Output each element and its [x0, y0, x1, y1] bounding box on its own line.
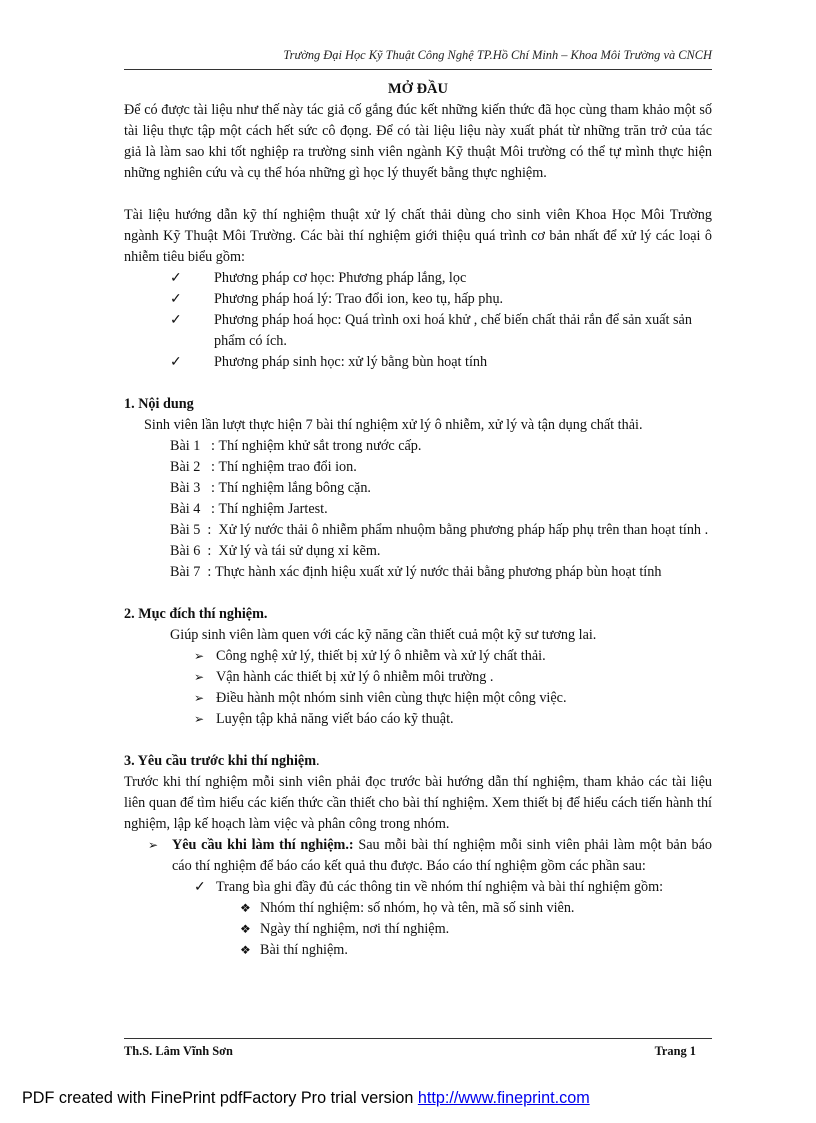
checkmark-icon: ✓ [170, 291, 182, 307]
list-item: Bài 6 : Xử lý và tái sử dụng xỉ kẽm. [170, 543, 381, 559]
goals-list [124, 646, 712, 730]
arrow-bullet-icon: ➢ [194, 691, 205, 705]
arrow-bullet-icon: ➢ [194, 649, 205, 663]
arrow-bullet-icon: ➢ [194, 670, 205, 684]
section-1-intro: Sinh viên lần lượt thực hiện 7 bài thí nghiệm xử lý ô nhiễm, xử lý và tận dụng chất thải. [144, 417, 643, 433]
list-item: ➢ Công nghệ xử lý, thiết bị xử lý ô nhiễm và xử lý chất thải. [124, 646, 712, 667]
list-item: ❖ Ngày thí nghiệm, nơi thí nghiệm. [124, 919, 712, 940]
arrow-bullet-icon: ➢ [194, 712, 205, 726]
list-item: Bài 4 : Thí nghiệm Jartest. [170, 501, 328, 517]
section-2-intro: Giúp sinh viên làm quen với các kỹ năng cần thiết cuả một kỹ sư tương lai. [170, 627, 597, 643]
requirement-item: ➢ Yêu cầu khi làm thí nghiệm.: Sau mỗi bài thí nghiệm mỗi sinh viên phải làm một bản báo cáo thí nghiệm để báo cáo kết quả thu được. Báo cáo thí nghiệm gồm các phần sau: [148, 837, 712, 874]
diamond-bullet-icon: ❖ [240, 922, 251, 936]
list-item: ➢ Luyện tập khả năng viết báo cáo kỹ thuật. [124, 709, 712, 730]
section-2-heading: 2. Mục đích thí nghiệm. [124, 606, 268, 622]
footer-author: Th.S. Lâm Vĩnh Sơn [124, 1044, 233, 1058]
footer-page-number: Trang 1 [654, 1044, 696, 1058]
lessons-list [124, 436, 712, 583]
section-3-heading: 3. Yêu cầu trước khi thí nghiệm. [124, 753, 320, 769]
list-item: ✓ Phương pháp hoá lý: Trao đổi ion, keo tụ, hấp phụ. [124, 289, 712, 310]
section-3-paragraph: Trước khi thí nghiệm mỗi sinh viên phải đọc trước bài hướng dẫn thí nghiệm, tham khảo các tài liệu liên quan để tìm hiểu các kiến thức cần thiết cho bài thí nghiệm. Xem thiết bị để hiểu cách tiến hành thí nghiệm, lập kế hoạch làm việc và phân công trong nhóm. [124, 774, 712, 832]
page-header: Trường Đại Học Kỹ Thuật Công Nghệ TP.Hồ Chí Minh – Khoa Môi Trường và CNCH [283, 48, 712, 62]
list-item: Bài 5 : Xử lý nước thải ô nhiễm phẩm nhuộm bằng phương pháp hấp phụ trên than hoạt tính . [170, 522, 709, 538]
checkmark-icon: ✓ [194, 879, 206, 895]
list-item: Bài 3 : Thí nghiệm lắng bông cặn. [170, 480, 371, 496]
list-item: Bài 2 : Thí nghiệm trao đổi ion. [170, 459, 357, 475]
checkmark-icon: ✓ [170, 354, 182, 370]
checkmark-icon: ✓ [170, 270, 182, 286]
footer-divider [124, 1038, 712, 1039]
intro-paragraph-2: Tài liệu hướng dẫn kỹ thí nghiệm thuật xử lý chất thải dùng cho sinh viên Khoa Học Môi Trường ngành Kỹ Thuật Môi Trường. Các bài thí nghiệm giới thiệu quá trình cơ bản nhất để xử lý các loại ô nhiễm tiêu biểu gồm: [124, 207, 712, 265]
section-1-heading: 1. Nội dung [124, 396, 194, 412]
diamond-bullet-icon: ❖ [240, 901, 251, 915]
checkmark-icon: ✓ [170, 312, 182, 328]
list-item: ❖ Bài thí nghiệm. [124, 940, 712, 961]
diamond-bullet-icon: ❖ [240, 943, 251, 957]
list-item: ✓ Phương pháp cơ học: Phương pháp lắng, lọc [124, 268, 712, 289]
fineprint-link[interactable]: http://www.fineprint.com [417, 1089, 590, 1107]
arrow-bullet-icon: ➢ [148, 838, 159, 852]
page-content [124, 79, 712, 961]
pdf-trial-notice: PDF created with FinePrint pdfFactory Pro trial version http://www.fineprint.com [22, 1089, 590, 1107]
cover-details-list [124, 898, 712, 961]
list-item: Bài 7 : Thực hành xác định hiệu xuất xử lý nước thải bằng phương pháp bùn hoạt tính [170, 564, 662, 580]
list-item: ➢ Vận hành các thiết bị xử lý ô nhiễm môi trường . [124, 667, 712, 688]
list-item: ➢ Điều hành một nhóm sinh viên cùng thực hiện một công việc. [124, 688, 712, 709]
methods-list [124, 268, 712, 373]
list-item: ✓ Phương pháp hoá học: Quá trình oxi hoá khử , chế biến chất thải rắn để sản xuất sản phẩm có ích. [170, 312, 692, 349]
page-title: MỞ ĐẦU [387, 81, 448, 97]
cover-item: ✓ Trang bìa ghi đầy đủ các thông tin về nhóm thí nghiệm và bài thí nghiệm gồm: [124, 877, 712, 898]
list-item: ✓ Phương pháp sinh học: xử lý bằng bùn hoạt tính [124, 352, 712, 373]
list-item: ❖ Nhóm thí nghiệm: số nhóm, họ và tên, mã số sinh viên. [124, 898, 712, 919]
intro-paragraph-1: Để có được tài liệu như thế này tác giả cố gắng đúc kết những kiến thức đã học cùng tham khảo một số tài liệu thực tập một cách hết sức cô đọng. Để có tài liệu liệu này xuất phát từ những trăn trở của tác giả là làm sao khi tốt nghiệp ra trường sinh viên ngành Kỹ thuật Môi trường có thể tự mình thực hiện những nghiên cứu và cụ thể hóa những gì học lý thuyết bằng thực nghiệm. [124, 102, 712, 181]
header-divider [124, 69, 712, 70]
list-item: Bài 1 : Thí nghiệm khử sắt trong nước cấp. [170, 438, 422, 454]
